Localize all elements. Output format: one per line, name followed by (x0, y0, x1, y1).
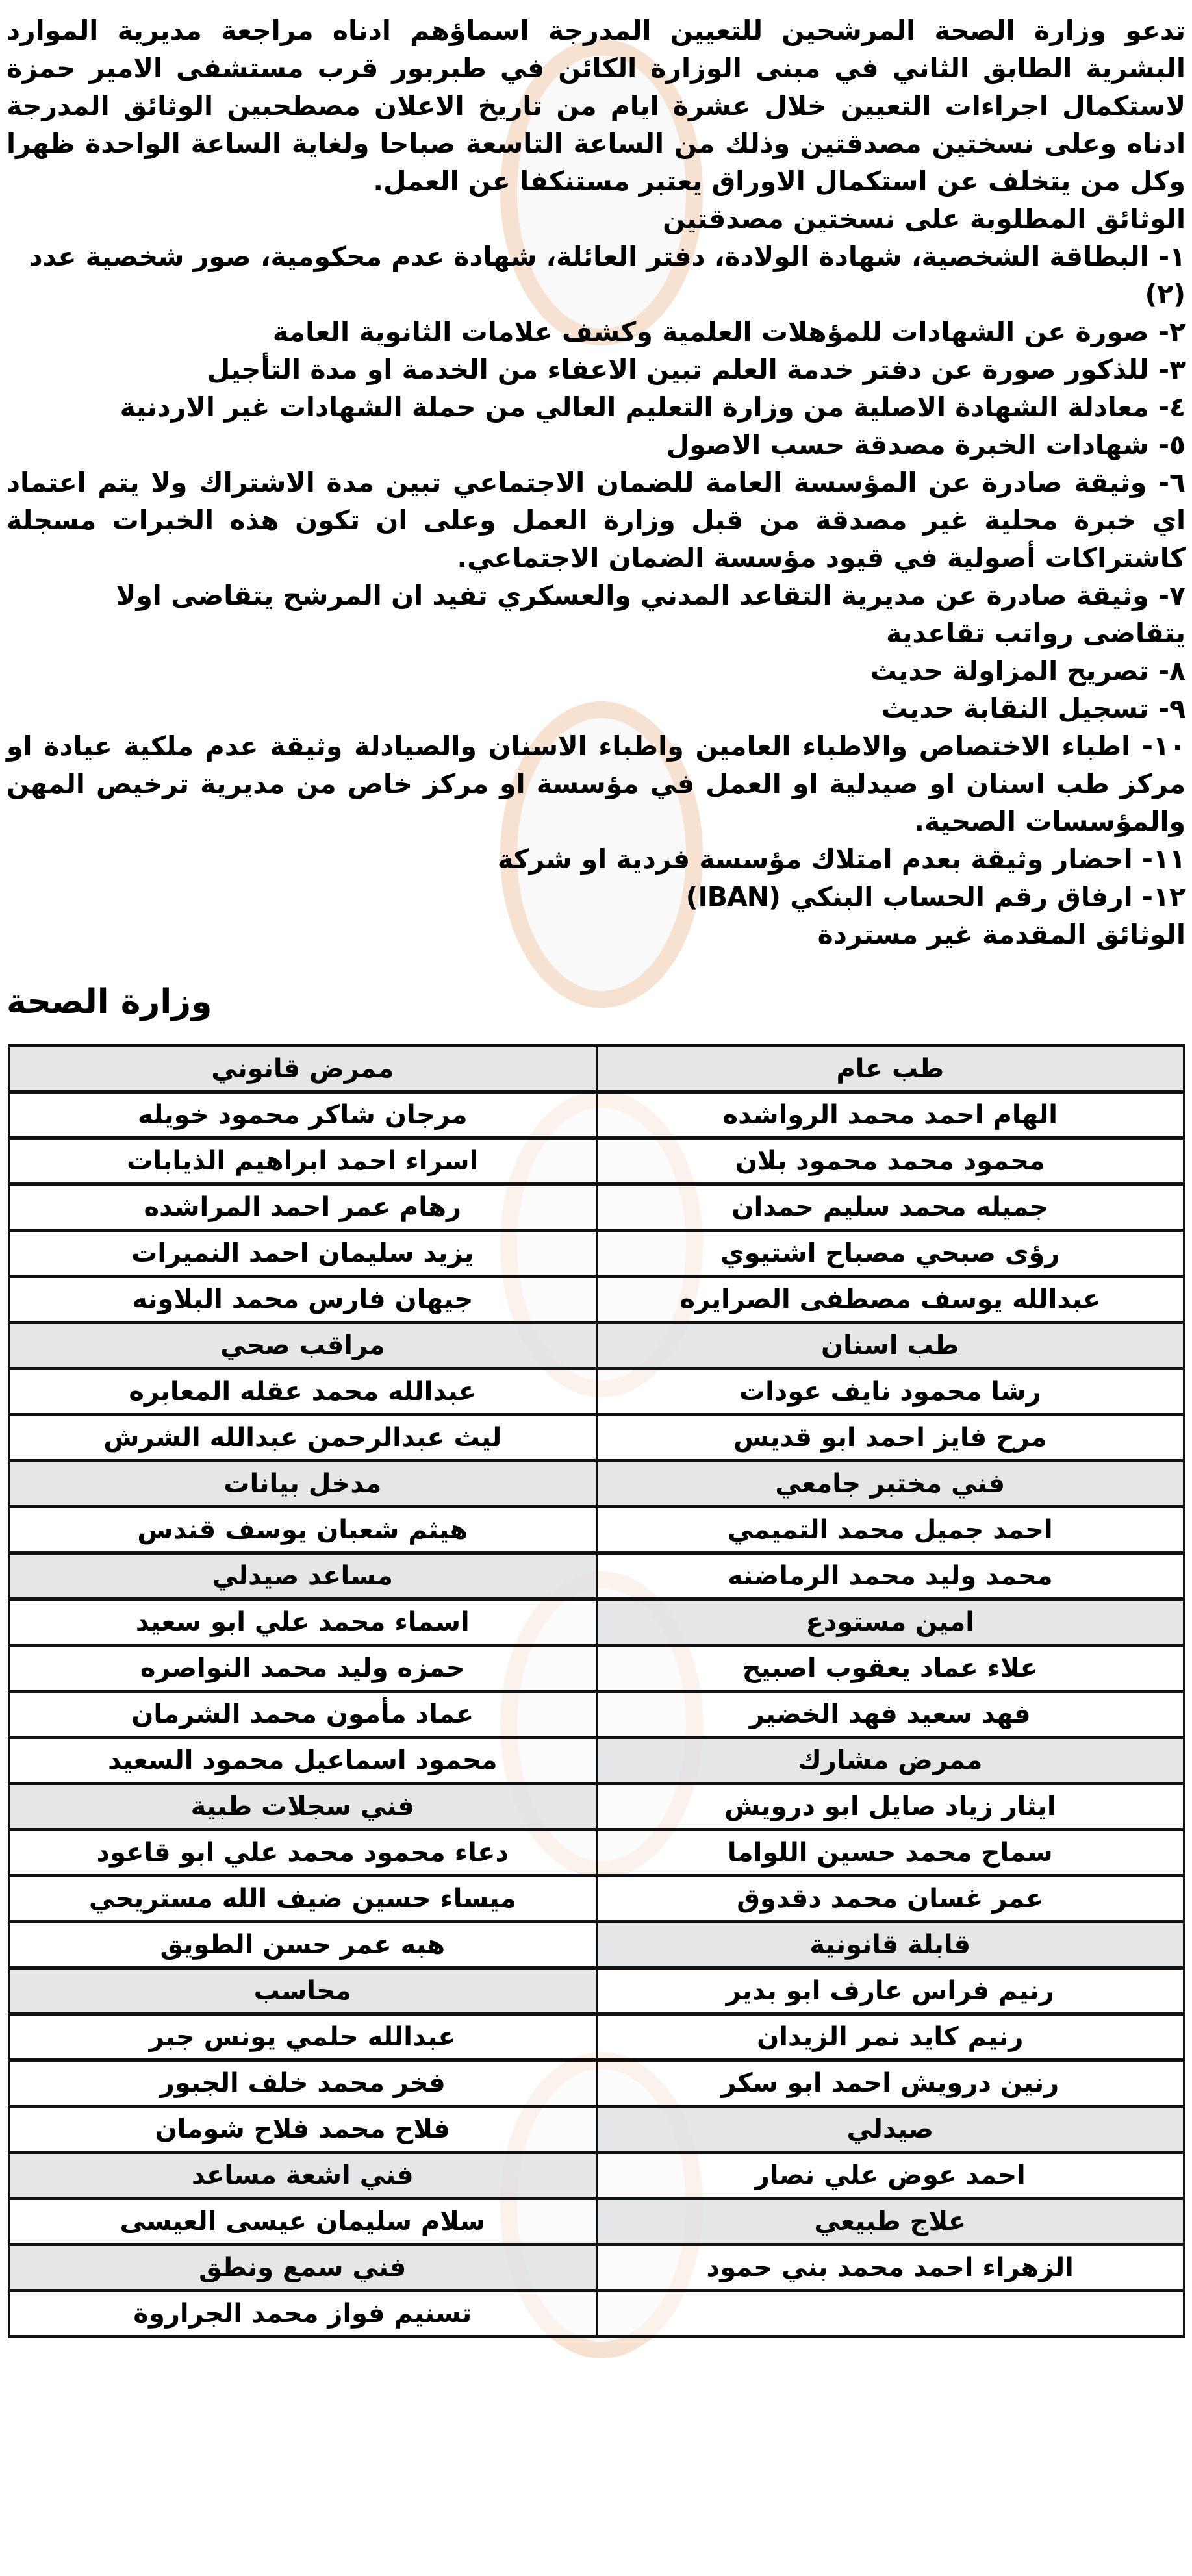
document-item: ١- البطاقة الشخصية، شهادة الولادة، دفتر العائلة، شهادة عدم محكومية، صور شخصية عدد (٢) (29, 241, 1186, 310)
table-row (9, 2014, 1184, 2060)
candidates-table (8, 1044, 1185, 2338)
candidate-name-cell: تسنيم فواز محمد الجراروة (9, 2291, 597, 2337)
candidate-name-cell: عمر غسان محمد دقدوق (596, 1876, 1184, 1922)
job-title-cell: فني اشعة مساعد (9, 2153, 597, 2199)
table-row (9, 1092, 1184, 1138)
candidate-name-cell: فهد سعيد فهد الخضير (596, 1692, 1184, 1738)
candidate-name-cell: هبه عمر حسن الطويق (9, 1922, 597, 1968)
candidate-name-cell: حمزه وليد محمد النواصره (9, 1645, 597, 1692)
document-item: ٤- معادلة الشهادة الاصلية من وزارة التعليم العالي من حملة الشهادات غير الاردنية (120, 392, 1186, 423)
table-row (9, 1323, 1184, 1369)
table-row (9, 1784, 1184, 1830)
job-title-cell: طب عام (596, 1046, 1184, 1092)
candidate-name-cell: الهام احمد محمد الرواشده (596, 1092, 1184, 1138)
table-row (9, 1184, 1184, 1231)
candidate-name-cell: دعاء محمود محمد علي ابو قاعود (9, 1830, 597, 1876)
table-row (9, 1692, 1184, 1738)
candidate-name-cell: سلام سليمان عيسى العيسى (9, 2199, 597, 2245)
candidate-name-cell: رنيم كايد نمر الزيدان (596, 2014, 1184, 2060)
job-title-cell: ممرض قانوني (9, 1046, 597, 1092)
ministry-heading: وزارة الصحة (6, 982, 212, 1021)
table-row (9, 1138, 1184, 1184)
job-title-cell: طب اسنان (596, 1323, 1184, 1369)
candidate-name-cell: ليث عبدالرحمن عبدالله الشرش (9, 1415, 597, 1461)
candidate-name-cell: علاء عماد يعقوب اصبيح (596, 1645, 1184, 1692)
job-title-cell: مراقب صحي (9, 1323, 597, 1369)
table-row (9, 2153, 1184, 2199)
document-item: ١٢- ارفاق رقم الحساب البنكي (IBAN) (685, 881, 1186, 912)
document-item: ٩- تسجيل النقابة حديث (881, 693, 1186, 724)
table-row (9, 1968, 1184, 2014)
job-title-cell: امين مستودع (596, 1599, 1184, 1645)
table-row (9, 2245, 1184, 2291)
candidate-name-cell: فلاح محمد فلاح شومان (9, 2107, 597, 2153)
job-title-cell: ممرض مشارك (596, 1738, 1184, 1784)
table-row (9, 2199, 1184, 2245)
table-row (9, 2107, 1184, 2153)
document-item: ٨- تصريح المزاولة حديث (870, 655, 1186, 686)
candidate-name-cell: هيثم شعبان يوسف قندس (9, 1507, 597, 1553)
table-row (9, 1599, 1184, 1645)
job-title-cell: مساعد صيدلي (9, 1553, 597, 1599)
table-row (9, 1553, 1184, 1599)
candidate-name-cell: عبدالله حلمي يونس جبر (9, 2014, 597, 2060)
candidate-name-cell: رهام عمر احمد المراشده (9, 1184, 597, 1231)
table-row (9, 1046, 1184, 1092)
candidate-name-cell (596, 2291, 1184, 2337)
job-title-cell: علاج طبيعي (596, 2199, 1184, 2245)
table-row (9, 1231, 1184, 1277)
candidate-name-cell: عبدالله محمد عقله المعابره (9, 1369, 597, 1415)
candidate-name-cell: ايثار زياد صايل ابو درويش (596, 1784, 1184, 1830)
table-row (9, 1277, 1184, 1323)
documents-note: الوثائق المقدمة غير مستردة (817, 919, 1186, 950)
document-item: ٥- شهادات الخبرة مصدقة حسب الاصول (666, 429, 1186, 460)
candidate-name-cell: ميساء حسين ضيف الله مستريحي (9, 1876, 597, 1922)
table-row (9, 1507, 1184, 1553)
table-row (9, 1461, 1184, 1507)
document-item: ١١- احضار وثيقة بعدم امتلاك مؤسسة فردية او شركة (497, 844, 1186, 875)
table-row (9, 1922, 1184, 1968)
document-item: ٣- للذكور صورة عن دفتر خدمة العلم تبين الاعفاء من الخدمة او مدة التأجيل (207, 354, 1186, 385)
candidate-name-cell: يزيد سليمان احمد النميرات (9, 1231, 597, 1277)
document-item: ٢- صورة عن الشهادات للمؤهلات العلمية وكشف علامات الثانوية العامة (272, 316, 1186, 347)
documents-list (6, 238, 1186, 916)
document-item: ٧- وثيقة صادرة عن مديرية التقاعد المدني والعسكري تفيد ان المرشح يتقاضى اولا يتقاضى رواتب تقاعدية (116, 580, 1186, 649)
candidate-name-cell: سماح محمد حسين اللواما (596, 1830, 1184, 1876)
job-title-cell: صيدلي (596, 2107, 1184, 2153)
candidate-name-cell: محمود اسماعيل محمود السعيد (9, 1738, 597, 1784)
candidate-name-cell: الزهراء احمد محمد بني حمود (596, 2245, 1184, 2291)
candidate-name-cell: اسراء احمد ابراهيم الذيابات (9, 1138, 597, 1184)
candidate-name-cell: محمود محمد محمود بلان (596, 1138, 1184, 1184)
job-title-cell: فني سمع ونطق (9, 2245, 597, 2291)
job-title-cell: محاسب (9, 1968, 597, 2014)
table-row (9, 1738, 1184, 1784)
candidate-name-cell: عبدالله يوسف مصطفى الصرايره (596, 1277, 1184, 1323)
job-title-cell: فني مختبر جامعي (596, 1461, 1184, 1507)
candidate-name-cell: رنيم فراس عارف ابو بدير (596, 1968, 1184, 2014)
table-row (9, 2291, 1184, 2337)
intro-paragraph: تدعو وزارة الصحة المرشحين للتعيين المدرجة اسماؤهم ادناه مراجعة مديرية الموارد البشرية الطابق الثاني في مبنى الوزارة الكائن في طبربور قرب مستشفى الامير حمزة لاستكمال اجراءات التعيين خلال عشرة ايام من تاريخ الاعلان مصطحبين الوثائق المدرجة ادناه وعلى نسختين مصدقتين وذلك من الساعة التاسعة صباحا ولغاية الساعة الواحدة ظهرا وكل من يتخلف عن استكمال الاوراق يعتبر مستنكفا عن العمل. (6, 15, 1186, 197)
document-item: ١٠- اطباء الاختصاص والاطباء العامين واطباء الاسنان والصيادلة وثيقة عدم ملكية عيادة او مركز طب اسنان او صيدلية او العمل في مؤسسة او مركز خاص من مديرية ترخيص المهن والمؤسسات الصحية. (6, 731, 1186, 837)
table-row (9, 1645, 1184, 1692)
table-row (9, 1415, 1184, 1461)
job-title-cell: قابلة قانونية (596, 1922, 1184, 1968)
table-row (9, 1876, 1184, 1922)
candidate-name-cell: رؤى صبحي مصباح اشتيوي (596, 1231, 1184, 1277)
candidate-name-cell: مرح فايز احمد ابو قديس (596, 1415, 1184, 1461)
candidate-name-cell: احمد جميل محمد التميمي (596, 1507, 1184, 1553)
documents-heading: الوثائق المطلوبة على نسختين مصدقتين (663, 203, 1186, 234)
table-row (9, 2060, 1184, 2107)
document-item: ٦- وثيقة صادرة عن المؤسسة العامة للضمان الاجتماعي تبين مدة الاشتراك ولا يتم اعتماد اي خبرة محلية غير مصدقة من قبل وزارة العمل وعلى ان تكون هذه الخبرات مسجلة كاشتراكات أصولية في قيود مؤسسة الضمان الاجتماعي. (6, 467, 1186, 573)
candidate-name-cell: اسماء محمد علي ابو سعيد (9, 1599, 597, 1645)
job-title-cell: فني سجلات طبية (9, 1784, 597, 1830)
candidate-name-cell: رنين درويش احمد ابو سكر (596, 2060, 1184, 2107)
candidate-name-cell: جيهان فارس محمد البلاونه (9, 1277, 597, 1323)
candidate-name-cell: مرجان شاكر محمود خويله (9, 1092, 597, 1138)
candidate-name-cell: محمد وليد محمد الرماضنه (596, 1553, 1184, 1599)
candidate-name-cell: رشا محمود نايف عودات (596, 1369, 1184, 1415)
candidate-name-cell: احمد عوض علي نصار (596, 2153, 1184, 2199)
candidate-name-cell: جميله محمد سليم حمدان (596, 1184, 1184, 1231)
candidate-name-cell: فخر محمد خلف الجبور (9, 2060, 597, 2107)
announcement-text (6, 12, 1186, 953)
candidate-name-cell: عماد مأمون محمد الشرمان (9, 1692, 597, 1738)
table-row (9, 1369, 1184, 1415)
job-title-cell: مدخل بيانات (9, 1461, 597, 1507)
table-row (9, 1830, 1184, 1876)
